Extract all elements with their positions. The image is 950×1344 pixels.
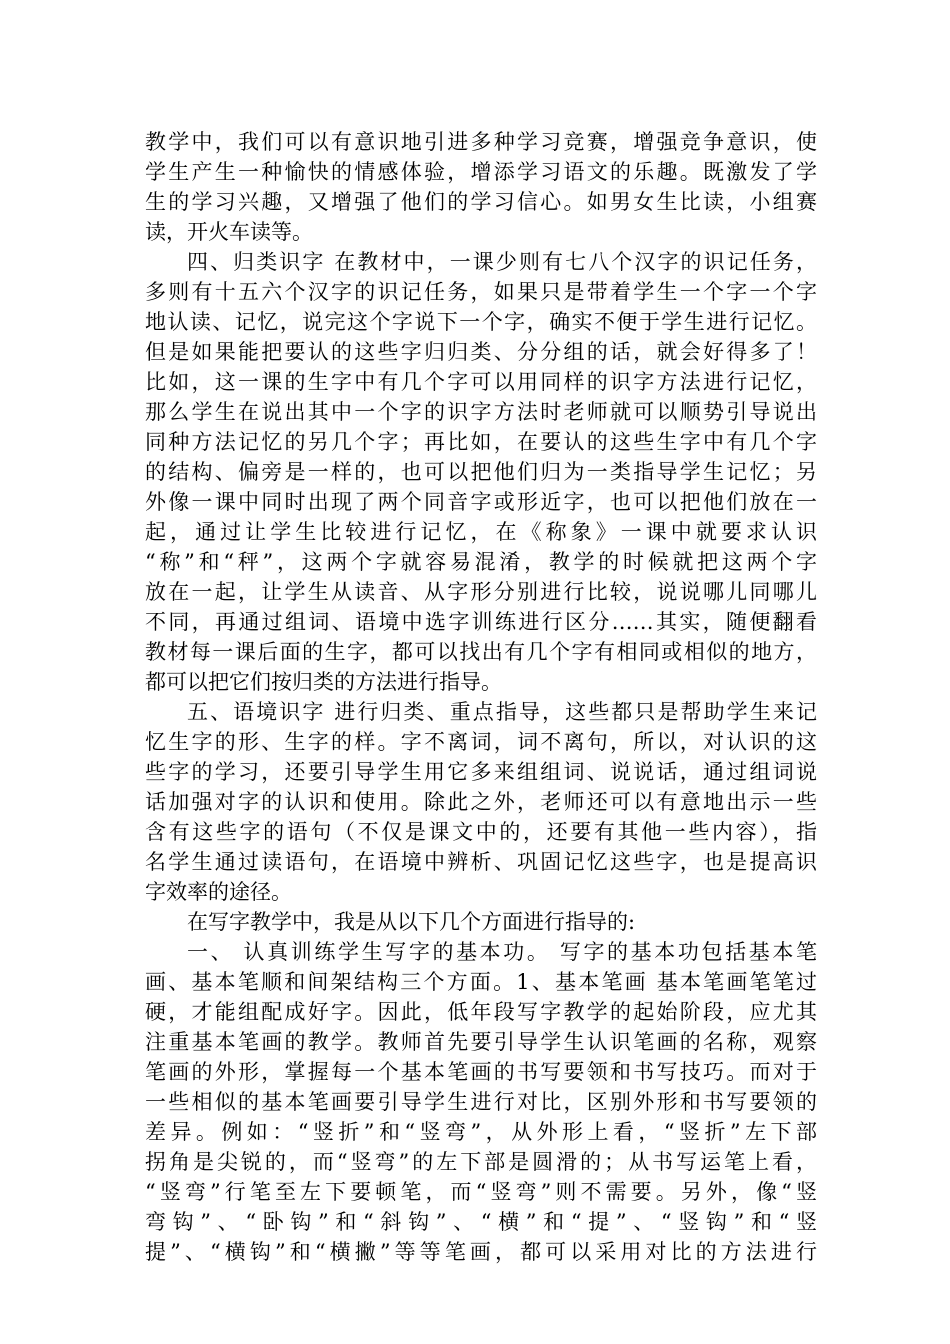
text-line: 生的学习兴趣，又增强了他们的学习信心。如男女生比读，小组赛 bbox=[145, 190, 817, 214]
text-line: 忆生字的形、生字的样。字不离词，词不离句，所以，对认识的这 bbox=[145, 730, 817, 754]
text-line: 注重基本笔画的教学。教师首先要引导学生认识笔画的名称，观察 bbox=[145, 1030, 817, 1054]
text-line: 差异。例如：“竖折”和“竖弯”，从外形上看，“竖折”左下部 bbox=[145, 1120, 817, 1144]
text-line: 话加强对字的认识和使用。除此之外，老师还可以有意地出示一些 bbox=[145, 790, 817, 814]
text-line: 硬，才能组配成好字。因此，低年段写字教学的起始阶段，应尤其 bbox=[145, 1000, 817, 1024]
text-line: 那么学生在说出其中一个字的识字方法时老师就可以顺势引导说出 bbox=[145, 400, 817, 424]
text-line: 读，开火车读等。 bbox=[145, 220, 313, 244]
text-line: 多则有十五六个汉字的识记任务，如果只是带着学生一个字一个字 bbox=[145, 280, 817, 304]
text-line: 都可以把它们按归类的方法进行指导。 bbox=[145, 670, 502, 694]
text-line: 画、基本笔顺和间架结构三个方面。1、基本笔画 基本笔画笔笔过 bbox=[145, 970, 817, 994]
text-line: 但是如果能把要认的这些字归归类、分分组的话，就会好得多了！ bbox=[145, 340, 817, 364]
text-line: 学生产生一种愉快的情感体验，增添学习语文的乐趣。既激发了学 bbox=[145, 160, 817, 184]
text-line: 比如，这一课的生字中有几个字可以用同样的识字方法进行记忆， bbox=[145, 370, 817, 394]
text-line: 拐角是尖锐的，而“竖弯”的左下部是圆滑的；从书写运笔上看， bbox=[145, 1150, 817, 1174]
text-line: 放在一起，让学生从读音、从字形分别进行比较，说说哪儿同哪儿 bbox=[145, 580, 817, 604]
text-line: 教学中，我们可以有意识地引进多种学习竞赛，增强竞争意识，使 bbox=[145, 130, 817, 154]
text-line: 含有这些字的语句（不仅是课文中的，还要有其他一些内容），指 bbox=[145, 820, 817, 844]
text-line: 同种方法记忆的另几个字；再比如，在要认的这些生字中有几个字 bbox=[145, 430, 817, 454]
text-line: “竖弯”行笔至左下要顿笔，而“竖弯”则不需要。另外，像“竖 bbox=[145, 1180, 817, 1204]
text-line: 笔画的外形，掌握每一个基本笔画的书写要领和书写技巧。而对于 bbox=[145, 1060, 817, 1084]
text-line: 名学生通过读语句，在语境中辨析、巩固记忆这些字，也是提高识 bbox=[145, 850, 817, 874]
text-line: 一些相似的基本笔画要引导学生进行对比，区别外形和书写要领的 bbox=[145, 1090, 817, 1114]
text-line: 地认读、记忆，说完这个字说下一个字，确实不便于学生进行记忆。 bbox=[145, 310, 817, 334]
text-line: 在写字教学中，我是从以下几个方面进行指导的: bbox=[187, 910, 636, 934]
text-line: 字效率的途径。 bbox=[145, 880, 292, 904]
text-line: 外像一课中同时出现了两个同音字或形近字，也可以把他们放在一 bbox=[145, 490, 817, 514]
text-line: 提”、“横钩”和“横撇”等等笔画，都可以采用对比的方法进行 bbox=[145, 1240, 817, 1264]
text-line: 五、语境识字 进行归类、重点指导，这些都只是帮助学生来记 bbox=[187, 700, 817, 724]
text-line: 四、归类识字 在教材中，一课少则有七八个汉字的识记任务， bbox=[187, 250, 817, 274]
text-line: 的结构、偏旁是一样的，也可以把他们归为一类指导学生记忆；另 bbox=[145, 460, 817, 484]
document-body bbox=[145, 127, 817, 1267]
text-line: 教材每一课后面的生字，都可以找出有几个字有相同或相似的地方， bbox=[145, 640, 817, 664]
text-line: 一、 认真训练学生写字的基本功。 写字的基本功包括基本笔 bbox=[187, 940, 817, 964]
text-line: 起，通过让学生比较进行记忆，在《称象》一课中就要求认识 bbox=[145, 520, 817, 544]
text-line: 弯钩”、“卧钩”和“斜钩”、“横”和“提”、“竖钩”和“竖 bbox=[145, 1210, 817, 1234]
text-line: 些字的学习，还要引导学生用它多来组组词、说说话，通过组词说 bbox=[145, 760, 817, 784]
text-line: 不同，再通过组词、语境中选字训练进行区分……其实，随便翻看 bbox=[145, 610, 817, 634]
text-line: “称”和“秤”，这两个字就容易混淆，教学的时候就把这两个字 bbox=[145, 550, 817, 574]
